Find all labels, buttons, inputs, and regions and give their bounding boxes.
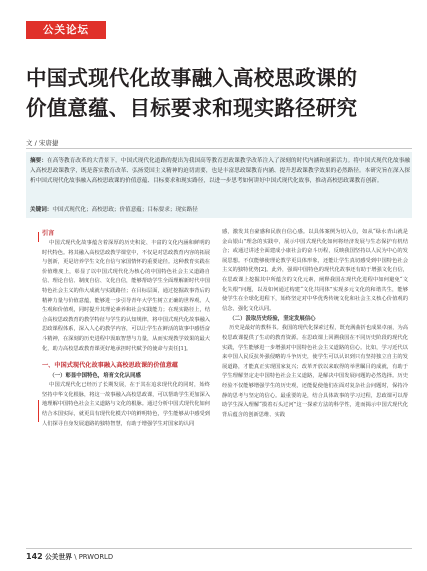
keywords-list: 中国式现代化；高校思政；价值意蕴；目标要求；现实路径 [52, 207, 198, 213]
keywords [30, 206, 410, 215]
magazine-name-en: PRWORLD [78, 553, 114, 561]
abstract-body: 在高等教育改革的大背景下，中国式现代化道路的提出为我国高等教育思政课教学改革注入了深刻的时代内涵和创新活力。将中国式现代化故事融入高校思政课教学，既是落实教育改革、弘扬爱国主义精神的迫切需要，也是丰富思政课教育内涵、提升思政课教学效果的必然路径。本研究旨在深入探析中国式现代化故事融入高校思政课的价值意蕴、目标要求和现实路径，以进一步思考如何讲好中国式现代化故事，推动高校思政课教育创新。 [30, 158, 410, 184]
abstract-label: 摘要： [30, 158, 48, 164]
page-number: 142 [26, 552, 43, 561]
divider-footer [26, 548, 412, 549]
column-tag: 公关论坛 [26, 21, 106, 39]
keywords-label: 关键词： [30, 207, 53, 213]
section1-subheading: （一）彰显中国特色，培育文化认同感 [49, 373, 141, 380]
article-title-line-2: 价值意蕴、目标要求和现实路径研究 [26, 96, 358, 120]
magazine-name: 公关世界 [44, 553, 73, 561]
divider-top [26, 148, 412, 149]
intro-paragraph: 中国式现代化故事蕴含着深厚的历史积淀、丰富的文化内涵和鲜明的时代特色。将其融入高校思政教学课堂中，不仅是对思政教育内容的拓展与创新，更是培养学生文化自信与家国情怀的重要途径。这种教育实践在价值维度上，彰显了以中国式现代化为核心的中国特色社会主义道路自信、理论自信、制度自信、文化自信，能够帮助学生全面理解新时代中国特色社会主义的伟大成就与实践路径；在目标层面，通过挖掘故事背后的精神力量与价值意蕴，能够进一步引导青年大学生树立正确的世界观、人生观和价值观，同时提升其理论素养和社会实践能力；在现实路径上，结合高校思政教育的教学特征与学生的认知规律，将中国式现代化故事融入思政课程体系，深入人心的教学内容，可以让学生在鲜活的故事中感悟奋斗精神，在深刻的历史进程中汲取智慧与力量，从而实现教学效果的最大化，助力高校思政教育课更好地承担时代赋予的使命与责任[1]。 [42, 240, 210, 352]
article-title-line-1: 中国式现代化故事融入高校思政课的 [26, 66, 358, 90]
left-column [42, 228, 210, 429]
footer-separator: \ [74, 553, 77, 561]
abstract-text [30, 156, 410, 186]
intro-heading-bar [38, 232, 39, 242]
section1-paragraph: 中国式现代化已经历了长期发展，在于其在追求现代化的同时，始终坚持中华文化根脉，将这一故事融入高校思政课，可以帮助学生更加深入地理解中国特色社会主义道路与文化的根脉。通过分析中国式现代化如何结合本国实际，就更具有现代化模式中的鲜明特色，学生能够从中感受到人们探寻自身发展道路的独特智慧，有助于增强学生对国家的认同 [42, 382, 210, 427]
section1-subheading-2: （二）汲取历史经验，坚定发展信心 [229, 316, 316, 323]
right-paragraph-2: 历史是最好的教科书。我国的现代化探索过程，既充满曲折也成果卓丽，为高校思政课提供了生动的教育资源。在思政课上回溯我国在不同历史阶段的现代化实践，学生能够进一步增强对中国特色社会主义道路的信心。比如，学习近代以来中国人民反抗外强侵略的斗争历史，使学生可以认识到只有坚持独立自主的发展道路，才能真正实现国家复兴；改革开放以来取得的举世瞩目的成就，有助于学生理解坚定走中国特色社会主义道路，是解决中国发展问题的必然选择。历史经验不仅能够增强学生的历史观，还能促使他们在面对复杂社会问题时，保持冷静的思考与坚定的信心。最重要的是，结合具体故事的学习过程，思政课可以帮助学生深入理解“摸着石头过河”这一探索方法的科学性，进而揭示中国式现代化背后蕴含的创新思维、实践 [222, 325, 408, 418]
author-byline: 文 / 宋唐捷 [26, 139, 59, 147]
right-paragraph-1: 感，激发其自豪感和民族自信心感。以具体案例为切入点，如从“绿水青山就是金山银山”理念的实践中，展示中国式现代化如何将经济发展与生态保护有机结合；或通过讲述全面建成小康社会的奋斗历程，反映我国坚持以人民为中心的发展思想。不仅能够使理论教学更具体形象，还能让学生真切感受到中国特色社会主义的独特优势[2]。此外，强调中国特色的现代化故事还有助于增强文化自信，在思政课上挖掘其中所蕴含的文化元素，阐释我国在现代化进程中如何避免“文化失根”问题，以及如何通过构建“文化共同体”实现多元文化的和谐共生，能够使学生在全球化进程下，始终坚定对中华优秀传统文化和社会主义核心价值观的信念，强化文化认同。 [222, 229, 408, 312]
intro-heading: 引言 [42, 230, 55, 237]
page-footer [26, 551, 412, 563]
section1-heading-bar [38, 400, 39, 422]
section1-heading: 一、中国式现代化故事融入高校思政课的价值意蕴 [42, 362, 179, 370]
right-column [222, 228, 408, 420]
